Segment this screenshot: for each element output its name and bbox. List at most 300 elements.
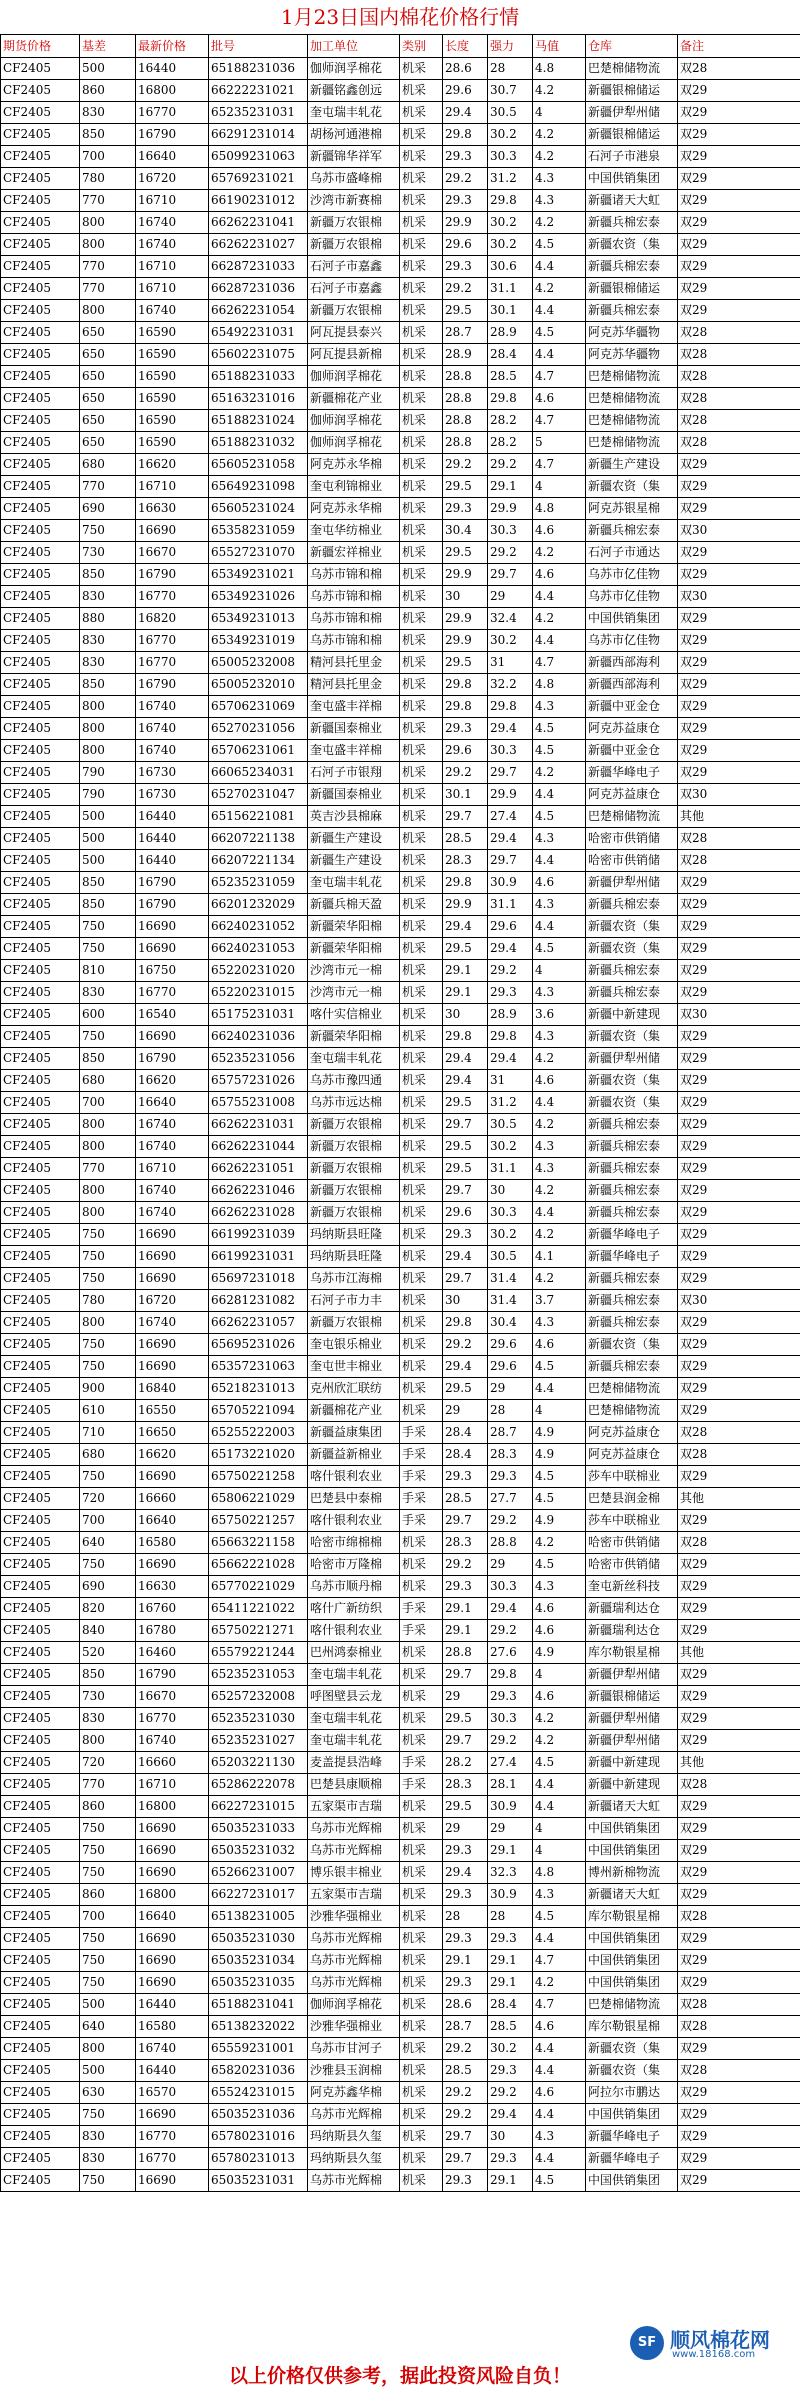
cell-strength: 28.8 [488,1532,533,1554]
cell-batch-no: 65255222003 [209,1422,308,1444]
cell-warehouse: 阿拉尔市鹏达 [586,2082,678,2104]
cell-processor: 乌苏市锦和棉 [308,586,400,608]
cell-basis: 650 [80,366,136,388]
cell-latest-price: 16440 [136,58,209,80]
cell-futures-price: CF2405 [1,784,80,806]
cell-futures-price: CF2405 [1,234,80,256]
cell-processor: 乌苏市锦和棉 [308,608,400,630]
cell-warehouse: 哈密市供销储 [586,850,678,872]
cell-latest-price: 16690 [136,1356,209,1378]
cell-futures-price: CF2405 [1,278,80,300]
table-row [1,454,800,476]
cell-batch-no: 65188231032 [209,432,308,454]
cell-length: 29.3 [443,190,488,212]
table-row [1,476,800,498]
cell-latest-price: 16440 [136,2060,209,2082]
cell-category: 机采 [400,278,443,300]
cell-processor: 阿克苏鑫华棉 [308,2082,400,2104]
cell-processor: 巴楚县康顺棉 [308,1774,400,1796]
cell-micronaire: 4.8 [533,674,586,696]
cell-latest-price: 16690 [136,1466,209,1488]
cell-processor: 新疆万农银棉 [308,1312,400,1334]
cell-category: 机采 [400,652,443,674]
cell-remark: 双29 [678,168,800,190]
cell-processor: 喀什实信棉业 [308,1004,400,1026]
table-row [1,586,800,608]
cell-latest-price: 16540 [136,1004,209,1026]
cell-micronaire: 4.2 [533,1048,586,1070]
cell-remark: 双29 [678,1972,800,1994]
cell-warehouse: 新疆伊犁州储 [586,1048,678,1070]
cell-length: 29.9 [443,564,488,586]
cell-category: 机采 [400,718,443,740]
cell-warehouse: 中国供销集团 [586,1818,678,1840]
cell-warehouse: 新疆兵棉宏泰 [586,212,678,234]
cell-strength: 29.9 [488,498,533,520]
cell-micronaire: 4.3 [533,828,586,850]
cell-latest-price: 16770 [136,630,209,652]
cell-warehouse: 巴楚棉储物流 [586,58,678,80]
table-row [1,1950,800,1972]
cell-futures-price: CF2405 [1,168,80,190]
cell-category: 机采 [400,1180,443,1202]
cell-futures-price: CF2405 [1,1818,80,1840]
cell-basis: 830 [80,2148,136,2170]
cell-latest-price: 16670 [136,542,209,564]
cell-strength: 29.3 [488,2148,533,2170]
cell-batch-no: 65188231033 [209,366,308,388]
cell-remark: 双29 [678,938,800,960]
cell-batch-no: 65602231075 [209,344,308,366]
cell-strength: 29.8 [488,696,533,718]
cell-length: 29.5 [443,542,488,564]
cell-latest-price: 16760 [136,1598,209,1620]
table-row [1,520,800,542]
cell-strength: 30.2 [488,630,533,652]
cell-batch-no: 65697231018 [209,1268,308,1290]
cell-latest-price: 16690 [136,1972,209,1994]
cell-processor: 奎屯瑞丰轧花 [308,1048,400,1070]
cell-basis: 800 [80,212,136,234]
cell-latest-price: 16620 [136,1444,209,1466]
cell-warehouse: 新疆中新建现 [586,1752,678,1774]
cell-latest-price: 16570 [136,2082,209,2104]
cell-futures-price: CF2405 [1,850,80,872]
cell-micronaire: 4.6 [533,1598,586,1620]
cell-remark: 双29 [678,1686,800,1708]
cell-processor: 玛纳斯县久玺 [308,2148,400,2170]
cell-category: 机采 [400,740,443,762]
cell-length: 29.1 [443,1598,488,1620]
cell-micronaire: 4.5 [533,1752,586,1774]
cell-basis: 800 [80,740,136,762]
cell-warehouse: 中国供销集团 [586,1950,678,1972]
cell-remark: 双29 [678,256,800,278]
cell-basis: 750 [80,1972,136,1994]
cell-processor: 乌苏市远达棉 [308,1092,400,1114]
cell-basis: 650 [80,344,136,366]
cell-strength: 29.8 [488,1026,533,1048]
table-row [1,1510,800,1532]
cell-warehouse: 新疆兵棉宏泰 [586,894,678,916]
cell-remark: 双29 [678,1048,800,1070]
cell-micronaire: 4.3 [533,982,586,1004]
table-row [1,1994,800,2016]
cell-basis: 500 [80,828,136,850]
cell-warehouse: 巴楚棉储物流 [586,1378,678,1400]
table-row [1,278,800,300]
cell-futures-price: CF2405 [1,1686,80,1708]
cell-warehouse: 巴楚棉储物流 [586,1994,678,2016]
cell-category: 机采 [400,762,443,784]
cell-basis: 750 [80,1554,136,1576]
table-row [1,1114,800,1136]
cell-category: 机采 [400,1730,443,1752]
cell-basis: 630 [80,2082,136,2104]
table-row [1,322,800,344]
cell-basis: 770 [80,278,136,300]
cell-futures-price: CF2405 [1,564,80,586]
cell-category: 机采 [400,586,443,608]
cell-batch-no: 65235231027 [209,1730,308,1752]
cell-length: 29.4 [443,1356,488,1378]
cell-category: 机采 [400,806,443,828]
cell-strength: 29.2 [488,1730,533,1752]
cell-latest-price: 16620 [136,1070,209,1092]
cell-warehouse: 巴楚棉储物流 [586,366,678,388]
cell-processor: 呼图壁县云龙 [308,1686,400,1708]
cell-warehouse: 中国供销集团 [586,168,678,190]
cell-batch-no: 65220231020 [209,960,308,982]
cell-remark: 双28 [678,322,800,344]
cell-futures-price: CF2405 [1,1730,80,1752]
cell-length: 29.6 [443,740,488,762]
table-row [1,1158,800,1180]
cell-category: 手采 [400,1774,443,1796]
cell-basis: 720 [80,1752,136,1774]
cell-micronaire: 4.3 [533,168,586,190]
cell-warehouse: 中国供销集团 [586,608,678,630]
cell-strength: 28.3 [488,1444,533,1466]
cell-basis: 820 [80,1598,136,1620]
cell-batch-no: 65769231021 [209,168,308,190]
table-row [1,102,800,124]
cell-category: 手采 [400,1510,443,1532]
table-row [1,696,800,718]
cell-latest-price: 16740 [136,740,209,762]
cell-micronaire: 4.7 [533,1950,586,1972]
cell-processor: 新疆万农银棉 [308,1158,400,1180]
cell-basis: 790 [80,762,136,784]
table-row [1,168,800,190]
cell-processor: 乌苏市光辉棉 [308,1950,400,1972]
cell-processor: 沙湾市元一棉 [308,960,400,982]
cell-micronaire: 4.4 [533,1796,586,1818]
cell-strength: 28.5 [488,366,533,388]
cell-category: 机采 [400,1092,443,1114]
cell-micronaire: 4.4 [533,784,586,806]
cell-futures-price: CF2405 [1,1752,80,1774]
cell-micronaire: 4.3 [533,1576,586,1598]
cell-micronaire: 4.3 [533,894,586,916]
cell-warehouse: 新疆兵棉宏泰 [586,960,678,982]
cell-latest-price: 16780 [136,1620,209,1642]
cell-basis: 730 [80,1686,136,1708]
cell-processor: 伽师润孚棉花 [308,58,400,80]
cell-batch-no: 66262231031 [209,1114,308,1136]
cell-basis: 750 [80,916,136,938]
cell-strength: 29.2 [488,1620,533,1642]
cell-latest-price: 16740 [136,1114,209,1136]
cell-length: 29.8 [443,872,488,894]
cell-latest-price: 16630 [136,1576,209,1598]
cell-futures-price: CF2405 [1,1136,80,1158]
cell-futures-price: CF2405 [1,102,80,124]
cell-micronaire: 4.5 [533,2170,586,2192]
cell-strength: 30.2 [488,212,533,234]
cell-batch-no: 65663221158 [209,1532,308,1554]
cell-basis: 500 [80,2060,136,2082]
cell-strength: 29.4 [488,828,533,850]
cell-remark: 双29 [678,762,800,784]
cell-latest-price: 16690 [136,1026,209,1048]
cell-batch-no: 65099231063 [209,146,308,168]
cell-basis: 750 [80,2170,136,2192]
cell-length: 28.9 [443,344,488,366]
cell-latest-price: 16690 [136,520,209,542]
cell-length: 29.3 [443,2170,488,2192]
cell-batch-no: 65266231007 [209,1862,308,1884]
cell-remark: 双29 [678,1312,800,1334]
cell-length: 29.3 [443,718,488,740]
cell-category: 机采 [400,1202,443,1224]
cell-batch-no: 66199231031 [209,1246,308,1268]
cell-category: 机采 [400,212,443,234]
cell-micronaire: 4.1 [533,1246,586,1268]
cell-basis: 860 [80,80,136,102]
cell-latest-price: 16660 [136,1752,209,1774]
cell-processor: 乌苏市盛峰棉 [308,168,400,190]
cell-warehouse: 新疆诸天大虹 [586,190,678,212]
cell-basis: 800 [80,1136,136,1158]
cell-length: 29.1 [443,960,488,982]
cell-processor: 石河子市力丰 [308,1290,400,1312]
cell-futures-price: CF2405 [1,916,80,938]
cell-processor: 乌苏市锦和棉 [308,564,400,586]
cell-warehouse: 新疆兵棉宏泰 [586,1136,678,1158]
cell-remark: 双29 [678,212,800,234]
cell-batch-no: 66207221138 [209,828,308,850]
table-row [1,1752,800,1774]
cell-category: 机采 [400,894,443,916]
cell-micronaire: 4.7 [533,366,586,388]
cell-processor: 新疆万农银棉 [308,1180,400,1202]
cell-basis: 860 [80,1796,136,1818]
cell-latest-price: 16590 [136,366,209,388]
cell-length: 29.4 [443,1862,488,1884]
cell-micronaire: 4.2 [533,1114,586,1136]
cell-micronaire: 4.9 [533,1642,586,1664]
cell-remark: 双29 [678,2082,800,2104]
cell-micronaire: 4.2 [533,1180,586,1202]
cell-latest-price: 16590 [136,388,209,410]
cell-batch-no: 65579221244 [209,1642,308,1664]
cell-micronaire: 4.7 [533,454,586,476]
cell-latest-price: 16770 [136,982,209,1004]
table-row [1,1026,800,1048]
cell-strength: 30.7 [488,80,533,102]
cell-micronaire: 4.2 [533,212,586,234]
cell-remark: 双29 [678,1554,800,1576]
cell-latest-price: 16690 [136,1334,209,1356]
cell-warehouse: 新疆华峰电子 [586,2126,678,2148]
table-row [1,190,800,212]
cell-futures-price: CF2405 [1,498,80,520]
cell-basis: 830 [80,2126,136,2148]
cell-basis: 800 [80,300,136,322]
cell-processor: 伽师润孚棉花 [308,410,400,432]
cell-strength: 29.8 [488,190,533,212]
cell-futures-price: CF2405 [1,1224,80,1246]
cell-strength: 27.4 [488,806,533,828]
cell-strength: 30.3 [488,146,533,168]
cell-length: 29.2 [443,1334,488,1356]
cell-length: 29.5 [443,1708,488,1730]
cell-micronaire: 4 [533,1818,586,1840]
cell-category: 机采 [400,388,443,410]
cell-warehouse: 巴楚棉储物流 [586,388,678,410]
cell-basis: 700 [80,1092,136,1114]
table-row [1,388,800,410]
cell-processor: 奎屯世丰棉业 [308,1356,400,1378]
cell-category: 机采 [400,1796,443,1818]
cell-warehouse: 新疆华峰电子 [586,2148,678,2170]
cell-futures-price: CF2405 [1,1444,80,1466]
table-row [1,850,800,872]
cell-micronaire: 4.8 [533,1862,586,1884]
cell-category: 机采 [400,1642,443,1664]
cell-category: 机采 [400,1532,443,1554]
cell-length: 29.1 [443,982,488,1004]
table-row [1,58,800,80]
cell-basis: 750 [80,938,136,960]
cell-batch-no: 65188231041 [209,1994,308,2016]
cell-batch-no: 65806221029 [209,1488,308,1510]
cell-warehouse: 新疆农资（集 [586,1334,678,1356]
cell-processor: 伽师润孚棉花 [308,432,400,454]
cell-warehouse: 阿克苏益康仓 [586,784,678,806]
cell-latest-price: 16690 [136,1818,209,1840]
table-row [1,1004,800,1026]
cell-batch-no: 65235231030 [209,1708,308,1730]
cell-remark: 双28 [678,2016,800,2038]
cell-processor: 阿克苏永华棉 [308,498,400,520]
cell-micronaire: 4.2 [533,608,586,630]
table-body [1,58,800,2192]
cell-processor: 乌苏市光辉棉 [308,1972,400,1994]
cell-warehouse: 新疆华峰电子 [586,762,678,784]
cell-length: 29.8 [443,1312,488,1334]
cell-warehouse: 中国供销集团 [586,1928,678,1950]
cell-micronaire: 4.4 [533,1928,586,1950]
table-row [1,1928,800,1950]
cell-batch-no: 65220231015 [209,982,308,1004]
cell-micronaire: 4.4 [533,344,586,366]
cell-batch-no: 65203221130 [209,1752,308,1774]
cell-batch-no: 66281231082 [209,1290,308,1312]
cell-batch-no: 66207221134 [209,850,308,872]
cell-processor: 新疆万农银棉 [308,1202,400,1224]
cell-futures-price: CF2405 [1,80,80,102]
cell-futures-price: CF2405 [1,542,80,564]
cell-batch-no: 65005232010 [209,674,308,696]
cell-processor: 奎屯瑞丰轧花 [308,1730,400,1752]
cell-remark: 双29 [678,1620,800,1642]
cell-remark: 双29 [678,564,800,586]
cell-remark: 双29 [678,234,800,256]
table-row [1,234,800,256]
cell-latest-price: 16710 [136,1158,209,1180]
cell-warehouse: 新疆华峰电子 [586,1246,678,1268]
cell-category: 机采 [400,1290,443,1312]
cell-strength: 30.3 [488,520,533,542]
cell-latest-price: 16690 [136,1268,209,1290]
cell-warehouse: 阿克苏华疆物 [586,322,678,344]
cell-warehouse: 新疆生产建设 [586,454,678,476]
cell-length: 29.3 [443,1466,488,1488]
cell-basis: 750 [80,520,136,542]
cell-latest-price: 16740 [136,1730,209,1752]
cell-latest-price: 16630 [136,498,209,520]
cell-micronaire: 4.2 [533,1730,586,1752]
cell-basis: 750 [80,1950,136,1972]
cell-processor: 新疆万农银棉 [308,1114,400,1136]
cell-strength: 30.6 [488,256,533,278]
cell-futures-price: CF2405 [1,630,80,652]
cell-basis: 800 [80,1730,136,1752]
cell-processor: 胡杨河通港棉 [308,124,400,146]
cell-remark: 双29 [678,982,800,1004]
cell-warehouse: 库尔勒银星棉 [586,1642,678,1664]
cell-length: 29.8 [443,674,488,696]
cell-category: 机采 [400,1070,443,1092]
cell-basis: 850 [80,674,136,696]
cell-processor: 新疆荣华阳棉 [308,916,400,938]
cell-warehouse: 巴楚棉储物流 [586,410,678,432]
cell-warehouse: 新疆伊犁州储 [586,872,678,894]
cell-futures-price: CF2405 [1,1114,80,1136]
cell-warehouse: 新疆兵棉宏泰 [586,1158,678,1180]
cell-length: 29.2 [443,454,488,476]
cell-strength: 30 [488,1180,533,1202]
cell-batch-no: 66287231033 [209,256,308,278]
cell-length: 28.4 [443,1444,488,1466]
cell-micronaire: 4.4 [533,256,586,278]
cell-micronaire: 4.5 [533,806,586,828]
cell-basis: 750 [80,1334,136,1356]
cell-length: 29.7 [443,1730,488,1752]
cell-remark: 其他 [678,1488,800,1510]
cell-warehouse: 阿克苏银星棉 [586,498,678,520]
cell-processor: 奎屯瑞丰轧花 [308,872,400,894]
table-row [1,740,800,762]
table-row [1,542,800,564]
cell-strength: 31.4 [488,1268,533,1290]
cell-strength: 29.4 [488,718,533,740]
cell-processor: 喀什银利农业 [308,1510,400,1532]
cell-processor: 新疆兵棉天盈 [308,894,400,916]
col-header-processor: 加工单位 [308,35,400,58]
